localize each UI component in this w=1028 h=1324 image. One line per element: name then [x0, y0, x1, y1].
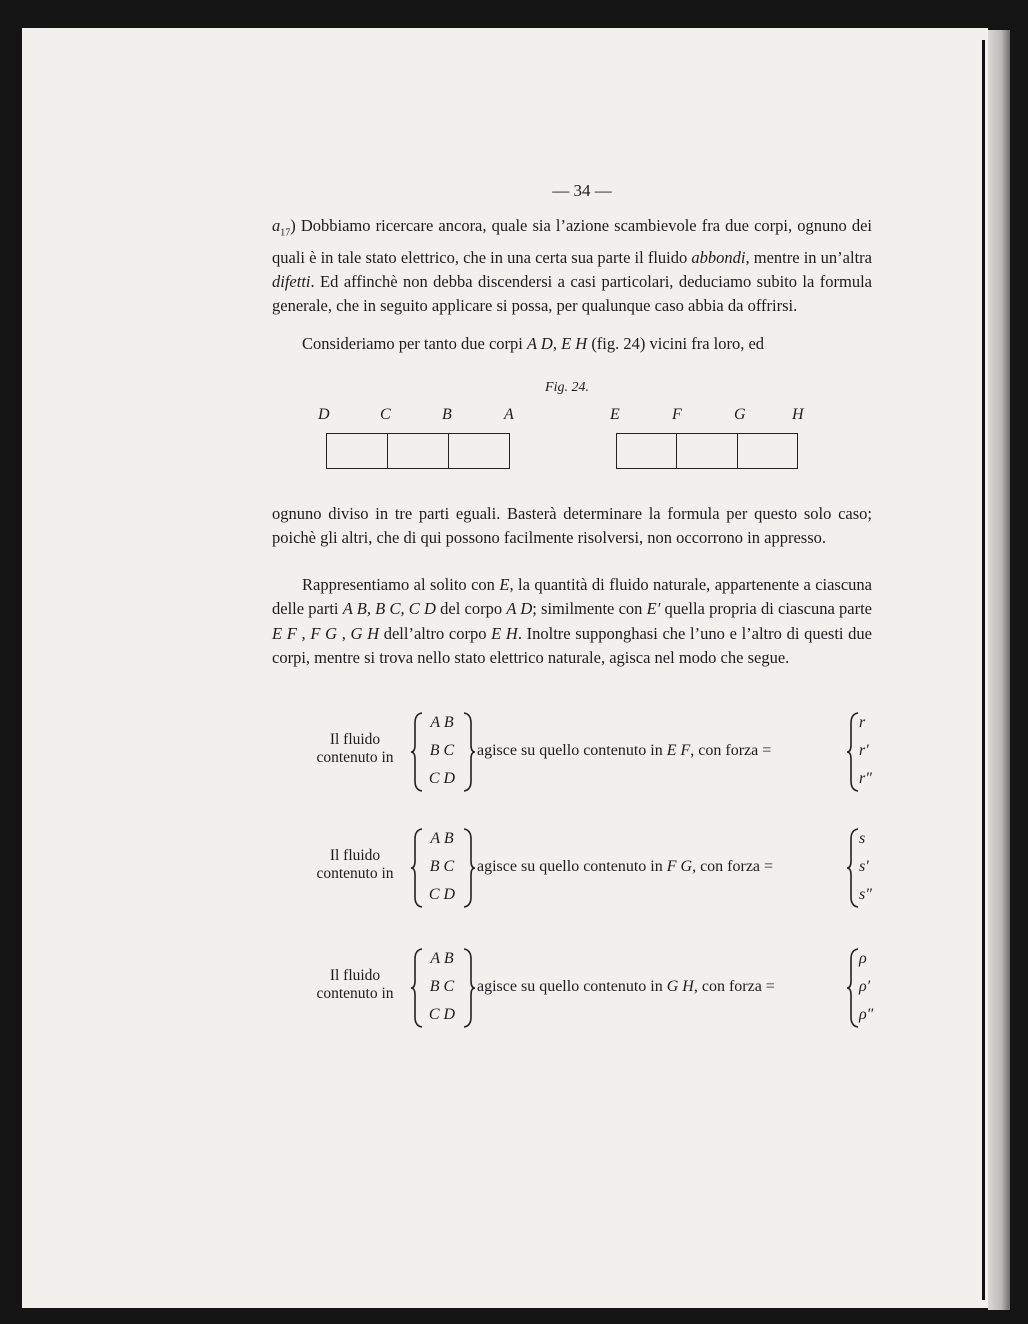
force-system-ef: [272, 709, 872, 795]
segment-gh: [738, 434, 797, 468]
statement-force: , con forza =: [690, 742, 772, 759]
statement-text: agisce su quello contenuto in: [477, 742, 667, 759]
para4-em-eh: E H: [491, 623, 518, 643]
paragraph-marker-sub: 17: [280, 227, 291, 239]
part-cd: C D: [428, 886, 456, 903]
force-value: r: [859, 714, 866, 731]
statement-text: agisce su quello contenuto in: [477, 978, 667, 995]
left-brace-icon: [846, 711, 860, 793]
page-stack-edge: [988, 30, 1010, 1310]
para4-text-g: . Inoltre supponghasi che l’uno e l’altro di questi due corpi, mentre si trova nello stato elettrico naturale, agisca nel modo che segue.: [272, 623, 873, 667]
force-value: ρ′: [859, 978, 871, 995]
system-statement: [477, 737, 857, 765]
body-ad-diagram: [326, 433, 510, 469]
paragraph-marker: a: [272, 216, 281, 235]
para4-text-d: ; similmente con: [532, 599, 647, 619]
force-value: r′: [859, 742, 869, 759]
para1-em-difetti: difetti: [272, 271, 311, 291]
figure-letter-e: E: [610, 406, 620, 423]
part-ab: A B: [430, 714, 454, 731]
paragraph-a17: [272, 214, 872, 318]
figure-letter-a: A: [504, 406, 514, 423]
book-page: [22, 28, 988, 1308]
para4-em-eprime: E′: [646, 599, 661, 619]
part-bc: B C: [429, 742, 455, 759]
system-forces: [859, 945, 883, 1029]
body-eh-diagram: [616, 433, 798, 469]
system-label: [300, 967, 410, 1003]
system-forces: [859, 709, 883, 793]
page-number: — 34 —: [552, 181, 612, 200]
force-system-fg: [272, 825, 872, 911]
part-cd: C D: [428, 1006, 456, 1023]
para2-text-a: Consideriamo per tanto due corpi: [302, 334, 527, 353]
part-bc: B C: [429, 858, 455, 875]
part-ab: A B: [430, 950, 454, 967]
para2-text-b: ,: [552, 334, 562, 353]
para4-em-e: E: [499, 575, 510, 594]
left-brace-icon: [846, 947, 860, 1029]
system-forces: [859, 825, 883, 909]
system-label-line2: contenuto in: [316, 865, 394, 882]
segment-cd: [327, 434, 388, 468]
para1-em-abbondi: abbondi: [691, 247, 746, 267]
system-label-line2: contenuto in: [316, 749, 394, 766]
right-brace-icon: [462, 947, 476, 1029]
system-statement: [477, 853, 857, 881]
system-parts: [422, 825, 462, 909]
right-brace-icon: [462, 827, 476, 909]
para1-text-a: ) Dobbiamo ricercare ancora, quale sia l’azione scambievole fra due corpi, ognuno dei quali è in tale stato elettrico, che in una certa sua parte il fluido: [272, 216, 872, 267]
statement-force: , con forza =: [693, 978, 775, 995]
system-label-line2: contenuto in: [316, 985, 394, 1002]
para4-em-parts: A B, B C, C D: [342, 599, 436, 619]
para4-text-b: , la quantità di fluido naturale, appartenente a ciascuna delle parti: [272, 575, 873, 619]
figure-letter-g: G: [734, 406, 746, 423]
figure-letter-b: B: [442, 406, 452, 423]
force-value: r″: [859, 770, 872, 787]
system-statement: [477, 973, 857, 1001]
right-brace-icon: [462, 711, 476, 793]
force-value: ρ: [859, 950, 867, 967]
segment-fg: [677, 434, 737, 468]
part-cd: C D: [428, 770, 456, 787]
statement-target: E F: [666, 742, 691, 759]
statement-target: G H: [666, 978, 694, 995]
system-parts: [422, 945, 462, 1029]
paragraph-divided: ognuno diviso in tre parti eguali. Basterà determinare la formula per questo solo caso; poichè gli altri, che di qui possono facilmente risolversi, non occorrono in appresso.: [272, 504, 872, 548]
force-value: s: [859, 830, 866, 847]
part-ab: A B: [430, 830, 454, 847]
force-value: s′: [859, 858, 869, 875]
force-system-gh: [272, 945, 872, 1031]
system-label-line1: Il fluido: [329, 731, 381, 748]
figure-caption: Fig. 24.: [545, 380, 589, 395]
system-label-line1: Il fluido: [329, 847, 381, 864]
para4-em-ad: A D: [506, 599, 533, 619]
system-label: [300, 731, 410, 767]
part-bc: B C: [429, 978, 455, 995]
system-label-line1: Il fluido: [329, 967, 381, 984]
para4-text-a: Rappresentiamo al solito con: [302, 575, 500, 594]
para2-em-ad: A D: [526, 334, 553, 353]
para2-em-eh: E H: [561, 334, 588, 353]
figure-letter-f: F: [672, 406, 682, 423]
page-content: [22, 28, 988, 1308]
paragraph-represent: [272, 573, 872, 670]
figure-letter-c: C: [380, 406, 391, 423]
para4-text-f: dell’altro corpo: [379, 623, 492, 643]
statement-text: agisce su quello contenuto in: [477, 858, 667, 875]
force-value: ρ″: [859, 1006, 874, 1023]
para1-text-c: . Ed affinchè non debba discendersi a casi particolari, deduciamo subito la formula generale, che in seguito applicare si possa, per qualunque caso abbia da offrirsi.: [272, 271, 872, 316]
force-value: s″: [859, 886, 872, 903]
page-fold-line: [982, 40, 985, 1300]
segment-ef: [617, 434, 677, 468]
system-label: [300, 847, 410, 883]
figure-letter-d: D: [318, 406, 330, 423]
system-parts: [422, 709, 462, 793]
statement-force: , con forza =: [692, 858, 774, 875]
statement-target: F G: [666, 858, 693, 875]
left-brace-icon: [846, 827, 860, 909]
segment-bc: [388, 434, 449, 468]
segment-ab: [449, 434, 509, 468]
para1-text-b: , mentre in un’altra: [745, 247, 872, 267]
para4-text-c: del corpo: [435, 599, 507, 619]
para4-text-e: quella propria di ciascuna parte: [660, 599, 872, 619]
paragraph-consider: [272, 332, 872, 356]
para2-text-c: (fig. 24) vicini fra loro, ed: [587, 334, 765, 353]
figure-letter-h: H: [792, 406, 804, 423]
para4-em-parts2: E F , F G , G H: [272, 623, 380, 643]
